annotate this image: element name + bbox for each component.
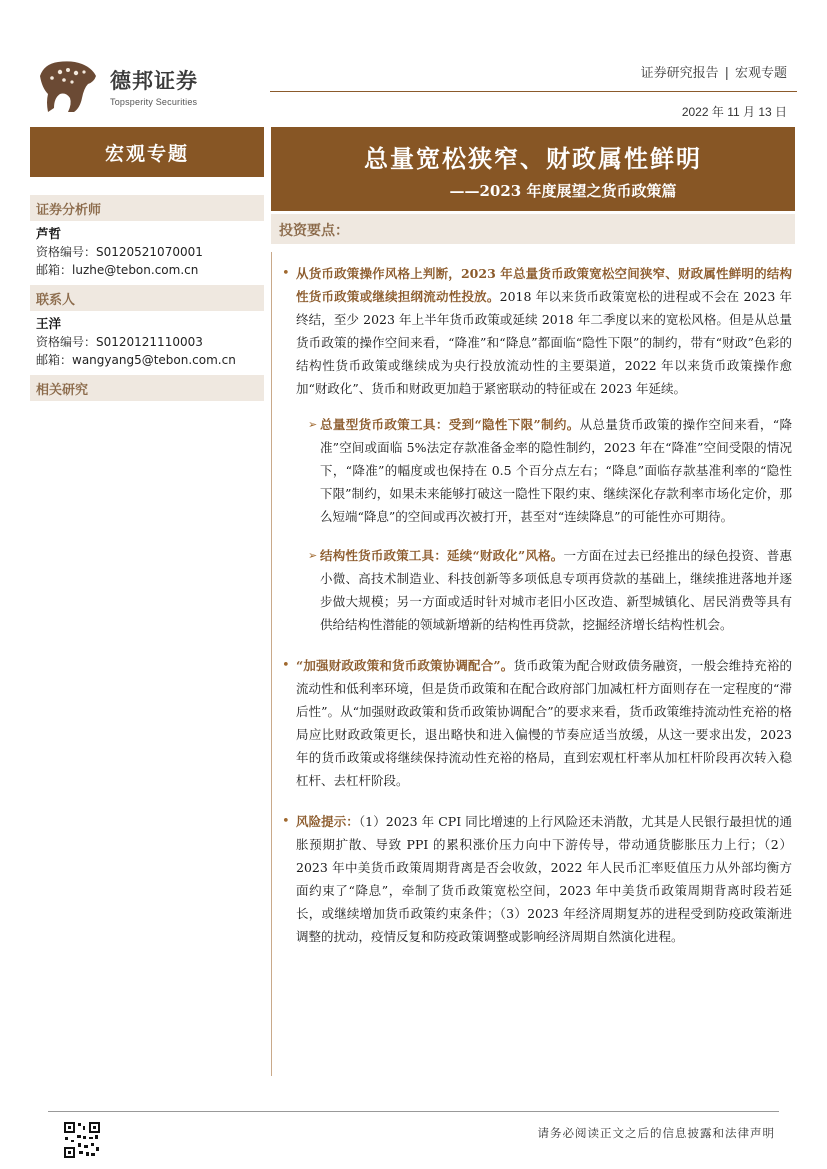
header-divider: [270, 91, 797, 92]
analyst-card: [30, 225, 264, 279]
sub-point-highlight: 结构性货币政策工具：延续“财政化”风格。: [320, 548, 564, 563]
keypoints-heading: 投资要点：: [271, 214, 795, 244]
report-category: 证券研究报告: [640, 66, 719, 81]
keypoint-highlight: “加强财政政策和货币政策协调配合”。: [296, 658, 514, 673]
report-type: [641, 62, 787, 81]
keypoint-highlight: 从货币政策操作风格上判断，2023 年总量货币政策宽松空间狭窄、财政属性鲜明的结构性货币政策或继续担纲流动性投放。: [296, 266, 792, 304]
contact-name: 王洋: [36, 316, 62, 331]
contact-cert: 资格编号：S0120121110003: [36, 335, 203, 349]
related-research-heading: 相关研究: [30, 375, 264, 401]
sub-point-item: [282, 544, 792, 636]
bullet-icon: •: [282, 658, 290, 673]
sub-point-text: 从总量货币政策的操作空间来看，“降准”空间或面临 5%法定存款准备金率的隐性制约，2023 年在“降准”空间受限的情况下，“降准”的幅度或也保持在 0.5 个百分点左右；“降息”面临存款基准利率的“隐性下限”制约，如果未来能够打破这一隐性下限约束、继续深化存款利率市场化定价，那么短端“降息”的空间或再次被打开，甚至对“连续降息”的可能性亦可期待。: [320, 417, 792, 524]
keypoint-item: [282, 262, 792, 400]
report-subcategory: 宏观专题: [734, 66, 787, 81]
analyst-cert: 资格编号：S0120521070001: [36, 245, 203, 259]
legal-disclaimer: 请务必阅读正文之后的信息披露和法律声明: [537, 1126, 775, 1140]
report-date: 2022 年 11 月 13 日: [681, 105, 787, 119]
contact-card: [30, 315, 264, 369]
sub-point-item: [282, 413, 792, 528]
title-banner: [271, 127, 795, 211]
bullet-icon: •: [282, 814, 290, 829]
analyst-email[interactable]: 邮箱：luzhe@tebon.com.cn: [36, 263, 199, 277]
qr-code-icon[interactable]: [63, 1121, 101, 1159]
topic-badge: 宏观专题: [30, 127, 264, 177]
leopard-logo-icon: [38, 58, 100, 114]
column-divider: [271, 252, 272, 1076]
keypoints-body: [282, 262, 792, 948]
page-subtitle: ——2023 年度展望之货币政策篇: [449, 182, 677, 200]
bullet-icon: •: [282, 266, 290, 281]
sub-point-text: 一方面在过去已经推出的绿色投资、普惠小微、高技术制造业、科技创新等多项低息专项再贷款的基础上，继续推进落地并逐步做大规模；另一方面或适时针对城市老旧小区改造、新型城镇化、居民消费等具有供给结构性潜能的领域新增新的结构性再贷款，挖掘经济增长结构性机会。: [320, 548, 792, 632]
risk-warning-label: 风险提示：: [296, 814, 359, 829]
arrow-bullet-icon: ➢: [308, 418, 318, 431]
company-logo: [38, 58, 198, 114]
risk-warning: [282, 810, 792, 948]
footer-divider: [48, 1111, 779, 1112]
arrow-bullet-icon: ➢: [308, 549, 318, 562]
keypoint-item: [282, 654, 792, 792]
company-name-en: Topsperity Securities: [110, 97, 198, 107]
separator: |: [724, 66, 729, 81]
contact-heading: 联系人: [30, 285, 264, 311]
risk-warning-text: （1）2023 年 CPI 同比增速的上行风险还未消散，尤其是人民银行最担忧的通胀预期扩散、导致 PPI 的累积涨价压力向中下游传导，带动通货膨胀压力上行；（2）2023 年中美货币政策周期背离是否会收敛，2022 年人民币汇率贬值压力从外部均衡方面约束了“降息”，牵制了货币政策宽松空间，2023 年中美货币政策周期背离时段若延长，或继续增加货币政策约束条件；（3）2023 年经济周期复苏的进程受到防疫政策渐进调整的扰动，疫情反复和防疫政策调整或影响经济周期自然演化进程。: [296, 814, 792, 944]
sidebar: [30, 127, 264, 401]
keypoint-text: 货币政策为配合财政债务融资，一般会维持充裕的流动性和低利率环境，但是货币政策和在配合政府部门加减杠杆方面则存在一定程度的“滞后性”。从“加强财政政策和货币政策协调配合”的要求来看，货币政策维持流动性充裕的格局应比财政政策更长，退出略快和进入偏慢的节奏应适当放缓，从这一要求出发，2023 年的货币政策或将继续保持流动性充裕的格局，直到宏观杠杆率从加杠杆阶段再次转入稳杠杆、去杠杆阶段。: [296, 658, 792, 788]
keypoint-text: 2018 年以来货币政策宽松的进程或不会在 2023 年终结，至少 2023 年上半年货币政策或延续 2018 年二季度以来的宽松风格。但是从总量货币政策的操作空间来看，“降准”和“降息”都面临“隐性下限”的制约，带有“财政”色彩的结构性货币政策或继续成为央行投放流动性的主要渠道，2022 年以来货币政策操作愈加“财政化”、货币和财政更加趋于紧密联动的特征或在 2023 年延续。: [296, 289, 792, 396]
page-title: 总量宽松狭窄、财政属性鲜明: [364, 144, 702, 173]
analyst-name: 芦哲: [36, 226, 62, 241]
analyst-heading: 证券分析师: [30, 195, 264, 221]
contact-email[interactable]: 邮箱：wangyang5@tebon.com.cn: [36, 353, 236, 367]
sub-point-highlight: 总量型货币政策工具：受到“隐性下限”制约。: [320, 417, 580, 432]
company-name-cn: 德邦证券: [110, 69, 198, 93]
